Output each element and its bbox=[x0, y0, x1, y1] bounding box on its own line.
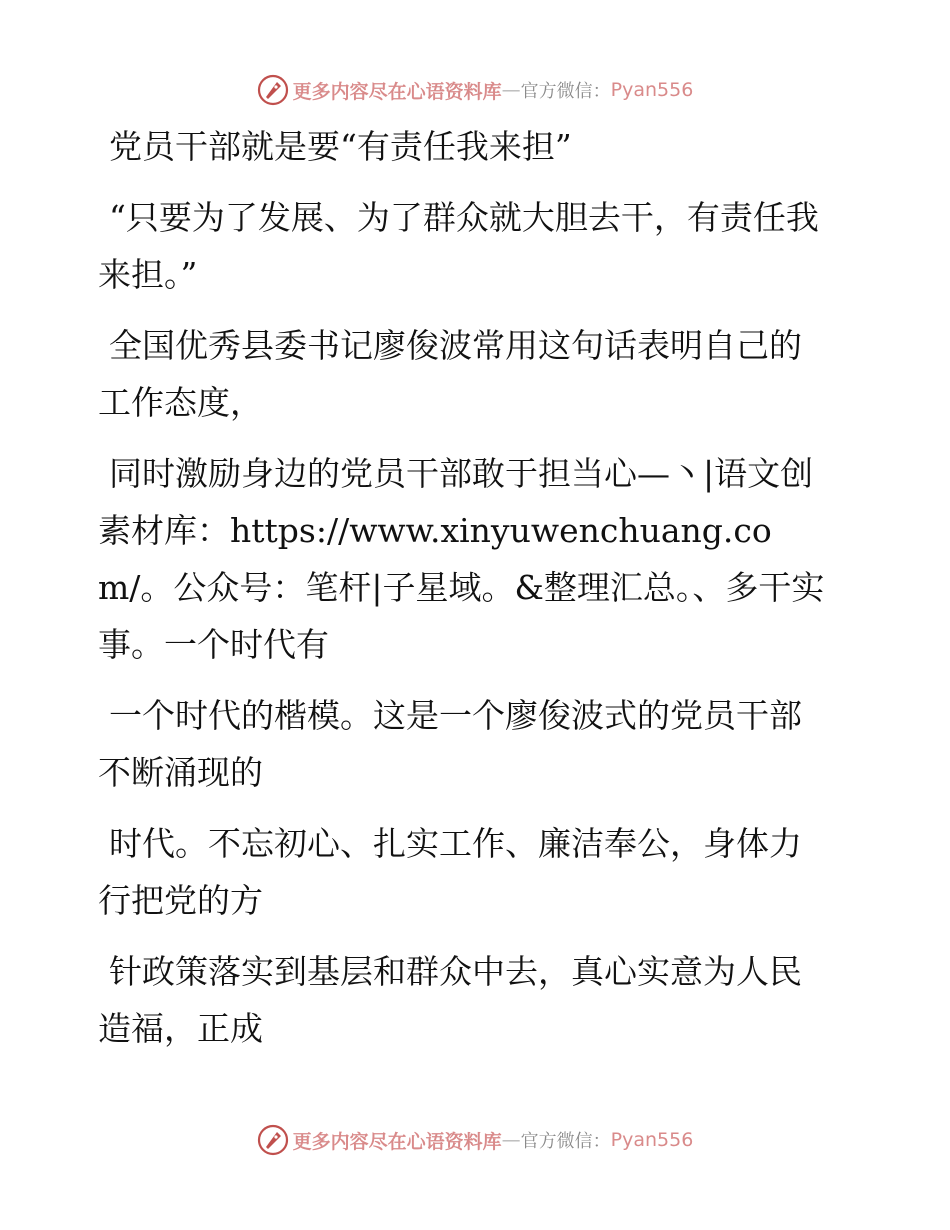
pen-nib-icon bbox=[257, 1124, 289, 1156]
watermark-main-text: 更多内容尽在心语资料库 bbox=[292, 80, 502, 103]
pen-nib-icon bbox=[257, 74, 289, 106]
header-watermark bbox=[0, 70, 950, 110]
watermark-side-text: 官方微信： bbox=[520, 1131, 611, 1152]
watermark-id: Pyan556 bbox=[610, 79, 694, 101]
watermark-id: Pyan556 bbox=[610, 1129, 694, 1151]
watermark-separator: — bbox=[501, 79, 521, 101]
paragraph: 一个时代的楷模。这是一个廖俊波式的党员干部不断涌现的 bbox=[98, 696, 802, 792]
watermark-side-text: 官方微信： bbox=[520, 81, 611, 102]
paragraph: 时代。不忘初心、扎实工作、廉洁奉公，身体力行把党的方 bbox=[98, 824, 802, 920]
paragraph: 同时激励身边的党员干部敢于担当心—丶|语文创素材库：https://www.xinyuwenchuang.com/。公众号：笔杆|子星域。&整理汇总。、多干实事。一个时代有 bbox=[98, 454, 825, 664]
paragraph: 针政策落实到基层和群众中去，真心实意为人民造福，正成 bbox=[98, 952, 802, 1048]
paragraph: “只要为了发展、为了群众就大胆去干，有责任我来担。” bbox=[98, 198, 819, 294]
document-body bbox=[98, 118, 828, 1071]
footer-watermark bbox=[0, 1120, 950, 1160]
watermark-main-text: 更多内容尽在心语资料库 bbox=[292, 1130, 502, 1153]
watermark-separator: — bbox=[501, 1129, 521, 1151]
paragraph-title: 党员干部就是要“有责任我来担” bbox=[109, 127, 572, 166]
paragraph: 全国优秀县委书记廖俊波常用这句话表明自己的工作态度， bbox=[98, 326, 802, 422]
